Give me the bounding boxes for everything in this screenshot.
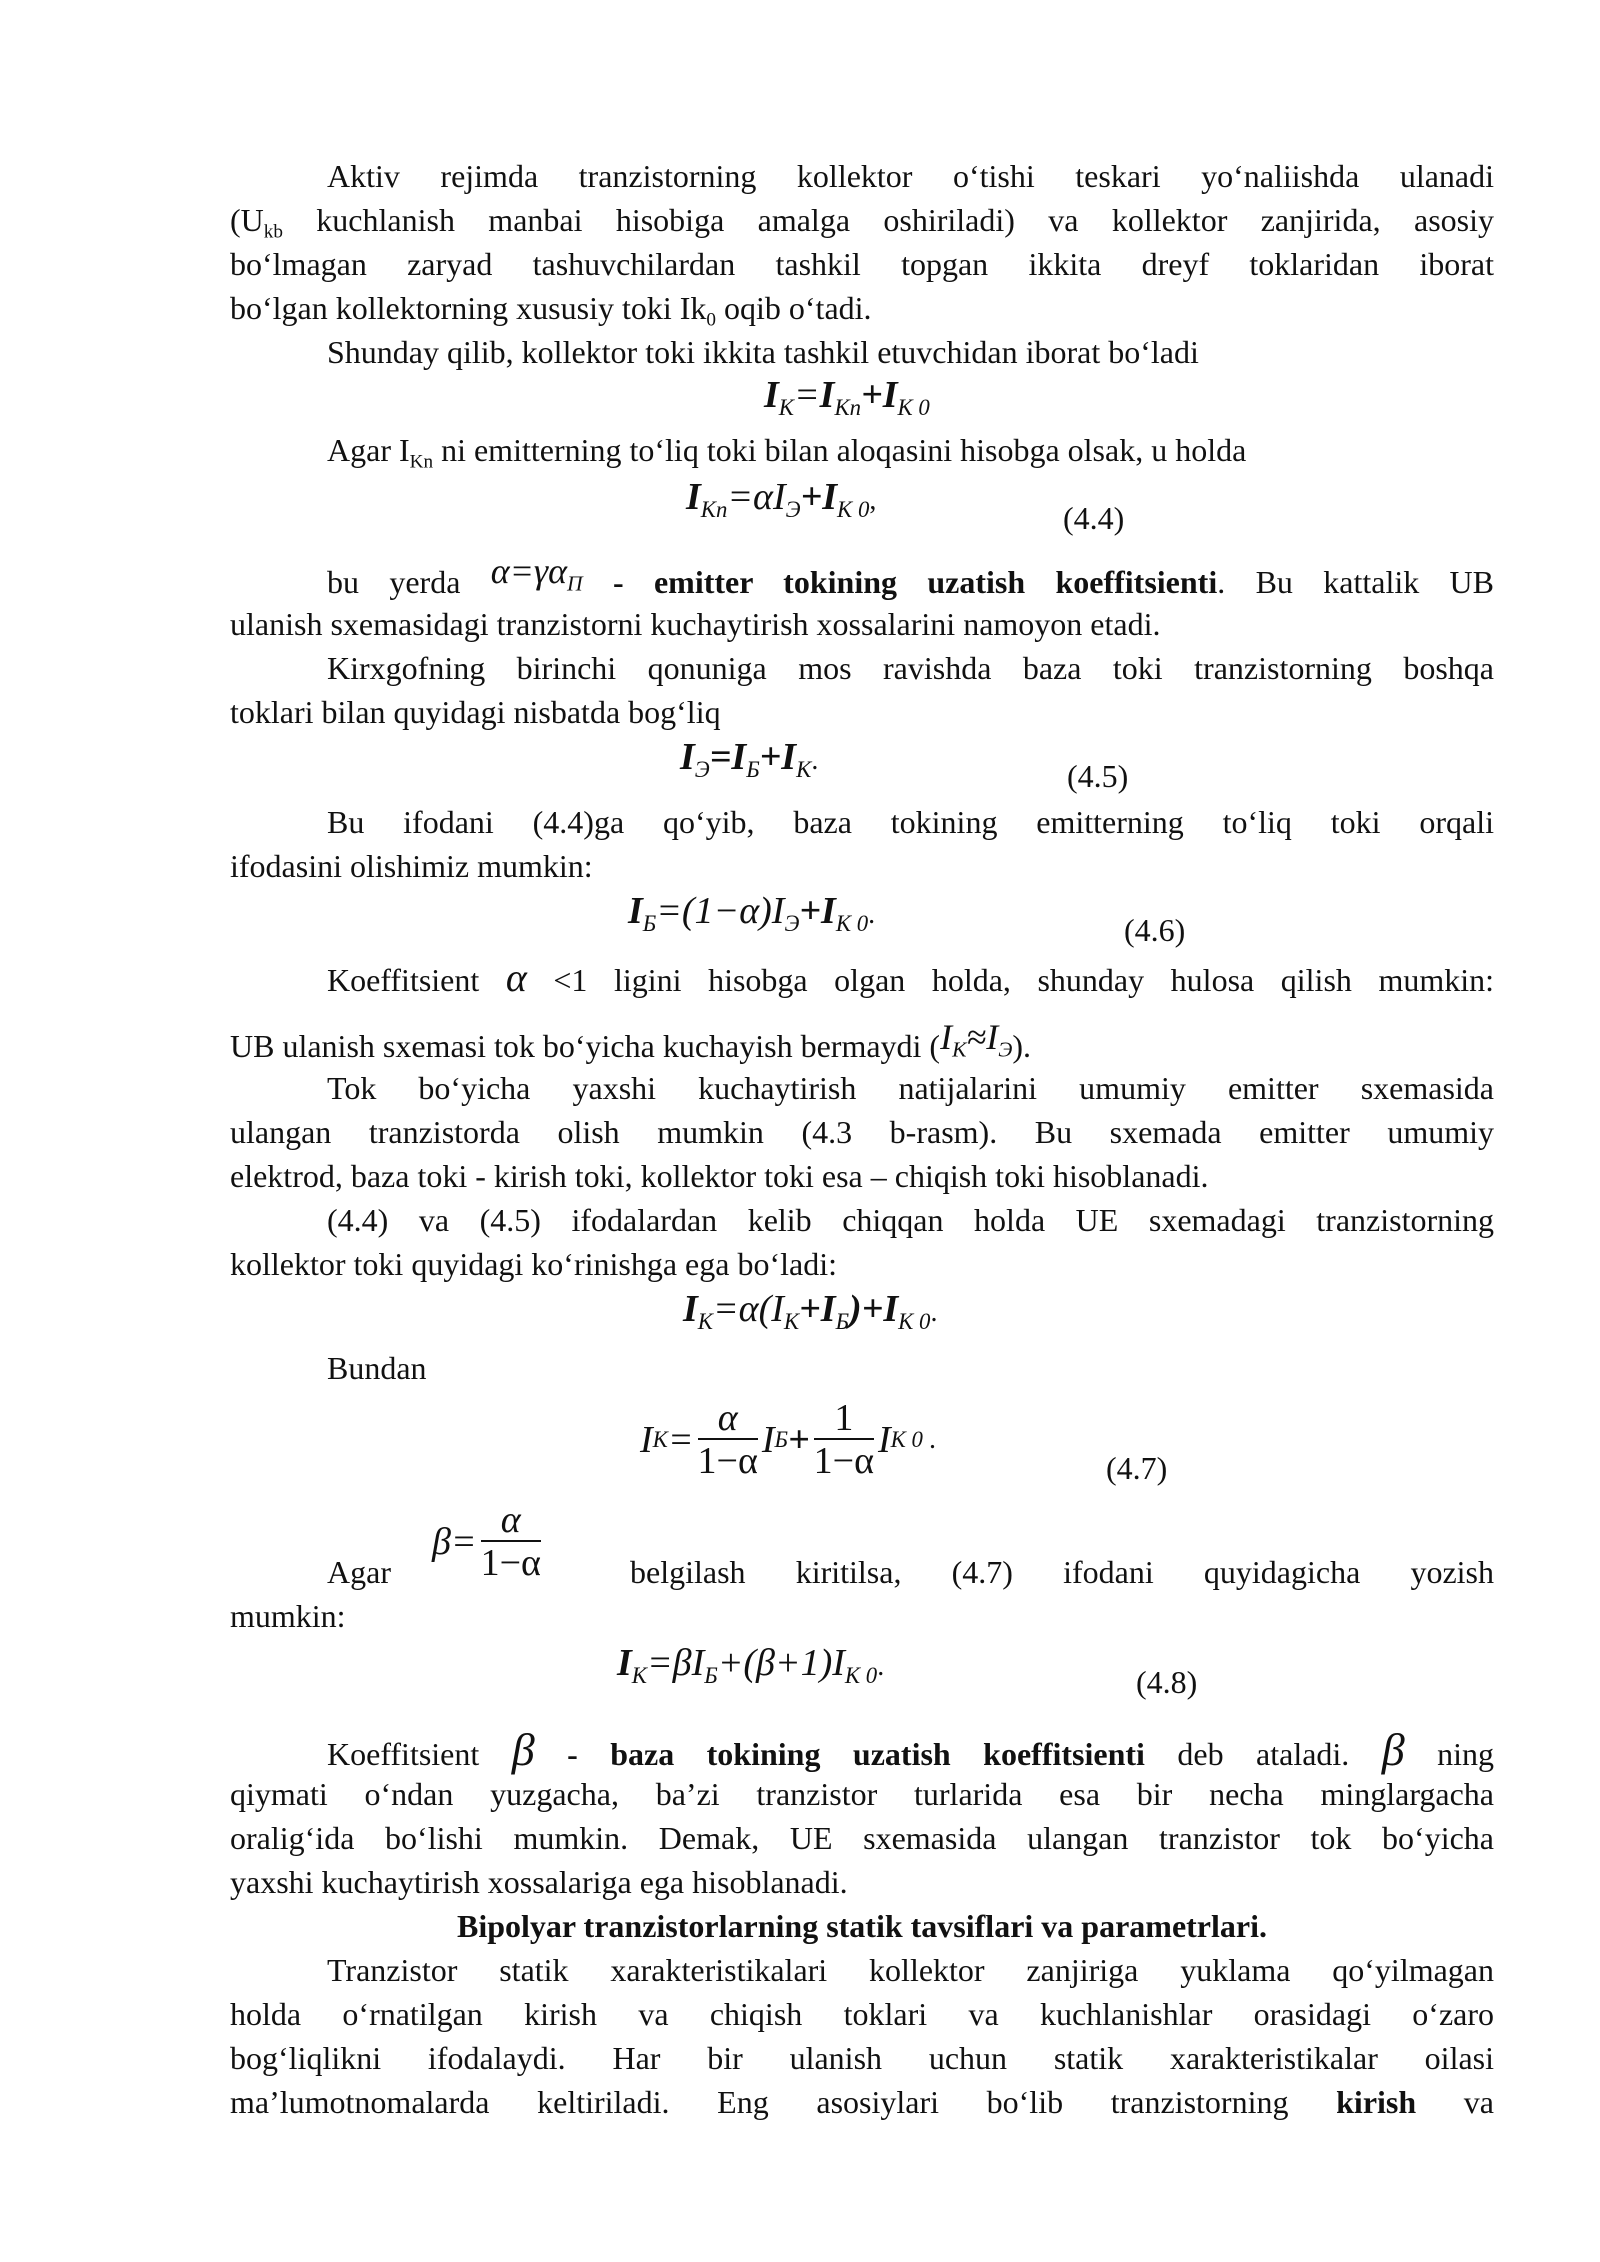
alpha-symbol: α xyxy=(505,955,527,1000)
paragraph-line: Tranzistor statik xarakteristikalari kollektor zanjiriga yuklama qo‘yilmagan xyxy=(327,1952,1494,1988)
paragraph-line: ulangan tranzistorda olish mumkin (4.3 b-rasm). Bu sxemada emitter umumiy xyxy=(230,1114,1494,1150)
paragraph-line: Tok bo‘yicha yaxshi kuchaytirish natijalarini umumiy emitter sxemasida xyxy=(327,1070,1494,1106)
paragraph-line: oralig‘ida bo‘lishi mumkin. Demak, UE sxemasida ulangan tranzistor tok bo‘yicha xyxy=(230,1820,1494,1856)
beta-symbol: β xyxy=(1381,1724,1405,1775)
paragraph-line: yaxshi kuchaytirish xossalariga ega hisoblanadi. xyxy=(230,1864,848,1900)
paragraph-line: ($U_{kb}$ kuchlanish manbai hisobiga amalga oshiriladi) va kollektor zanjirida, asosiy xyxy=(230,202,1494,243)
paragraph-line: Koeffitsient α <1 ligini hisobga olgan holda, shunday hulosa qilish mumkin: xyxy=(327,955,1495,1000)
paragraph-line: Aktiv rejimda tranzistorning kollektor o‘tishi teskari yo‘naliishda ulanadi xyxy=(327,158,1494,194)
beta-definition: β= $\frac{\alpha}{1-\alpha}$ xyxy=(432,1499,541,1584)
paragraph-line: ifodasini olishimiz mumkin: xyxy=(230,848,593,884)
beta-symbol: β xyxy=(511,1724,535,1775)
equation-4-6: $I_Б=(1-\alpha)I_Э+I_{K 0}$. xyxy=(628,890,876,936)
alpha-definition: $\alpha=\gamma\alpha_П$ xyxy=(490,551,583,596)
equation-4-7: I K = $\frac{\alpha}{1-\alpha}$ I Б + $\frac{1}{1-\alpha}$ I K 0 . xyxy=(640,1397,936,1482)
paragraph-line: Shunday qilib, kollektor toki ikkita tashkil etuvchidan iborat bo‘ladi xyxy=(327,334,1199,370)
paragraph-line: holda o‘rnatilgan kirish va chiqish toklari va kuchlanishlar orasidagi o‘zaro xyxy=(230,1996,1494,2032)
paragraph-line: ma’lumotnomalarda keltiriladi. Eng asosiylari bo‘lib tranzistorning kirish va xyxy=(230,2084,1495,2120)
paragraph-line: bog‘liqlikni ifodalaydi. Har bir ulanish uchun statik xarakteristikalar oilasi xyxy=(230,2040,1494,2076)
fraction: $\frac{\alpha}{1-\alpha}$ xyxy=(480,1499,541,1584)
equation-collector-current: $I_K=I_{Kn}+I_{K 0}$ xyxy=(764,374,930,420)
equation-collector-current-ue: $I_K=\alpha(I_K+I_Б)+I_{K 0}$. xyxy=(683,1288,938,1334)
approx-inline-math: $I_K\approx I_Э$ xyxy=(940,1017,1013,1062)
paragraph-line: toklari bilan quyidagi nisbatda bog‘liq xyxy=(230,694,721,730)
equation-number: (4.5) xyxy=(1067,758,1129,794)
paragraph-line: Agar $I_{Kn}$ ni emitterning to‘liq toki bilan aloqasini hisobga olsak, u holda xyxy=(327,432,1247,473)
equation-number: (4.4) xyxy=(1063,500,1125,536)
paragraph-line: bo‘lgan kollektorning xususiy toki $Ik_0$ oqib o‘tadi. xyxy=(230,290,872,331)
paragraph-line: bo‘lmagan zaryad tashuvchilardan tashkil topgan ikkita dreyf toklaridan iborat xyxy=(230,246,1494,282)
paragraph-line: Bundan xyxy=(327,1350,427,1386)
paragraph-line: bu yerda $\alpha=\gamma\alpha_П$ - emitter tokining uzatish koeffitsienti. Bu kattalik UB xyxy=(327,551,1495,600)
paragraph-line: Bu ifodani (4.4)ga qo‘yib, baza tokining emitterning to‘liq toki orqali xyxy=(327,804,1494,840)
equation-number: (4.7) xyxy=(1106,1450,1168,1486)
paragraph-line: belgilash kiritilsa, (4.7) ifodani quyidagicha yozish xyxy=(630,1554,1494,1590)
equation-number: (4.6) xyxy=(1124,912,1186,948)
fraction: $\frac{\alpha}{1-\alpha}$ xyxy=(697,1397,758,1482)
paragraph-line: UB ulanish sxemasi tok bo‘yicha kuchayish bermaydi $(I_K\approx I_Э)$. xyxy=(230,1017,1032,1064)
paragraph-line: Koeffitsient β - baza tokining uzatish koeffitsienti deb ataladi. β ning xyxy=(327,1724,1495,1775)
paragraph-line: mumkin: xyxy=(230,1598,346,1634)
paragraph-line: qiymati o‘ndan yuzgacha, ba’zi tranzistor turlarida esa bir necha minglargacha xyxy=(230,1776,1494,1812)
fraction: $\frac{1}{1-\alpha}$ xyxy=(813,1397,874,1482)
equation-4-8: $I_K=\beta I_Б+(\beta+1)I_{K 0}$. xyxy=(617,1642,885,1688)
equation-4-4: $I_{Kn}=\alpha I_Э+I_{K 0}$, xyxy=(686,476,877,522)
paragraph-line: kollektor toki quyidagi ko‘rinishga ega bo‘ladi: xyxy=(230,1246,837,1282)
equation-number: (4.8) xyxy=(1136,1664,1198,1700)
paragraph-line: Agar xyxy=(327,1554,391,1590)
section-heading: Bipolyar tranzistorlarning statik tavsiflari va parametrlari. xyxy=(457,1908,1267,1944)
paragraph-line: Kirxgofning birinchi qonuniga mos ravishda baza toki tranzistorning boshqa xyxy=(327,650,1494,686)
paragraph-line: elektrod, baza toki - kirish toki, kollektor toki esa – chiqish toki hisoblanadi. xyxy=(230,1158,1209,1194)
paragraph-line: (4.4) va (4.5) ifodalardan kelib chiqqan holda UE sxemadagi tranzistorning xyxy=(327,1202,1494,1238)
equation-4-5: $I_Э=I_Б+I_K$. xyxy=(680,736,819,782)
paragraph-line: ulanish sxemasidagi tranzistorni kuchaytirish xossalarini namoyon etadi. xyxy=(230,606,1161,642)
